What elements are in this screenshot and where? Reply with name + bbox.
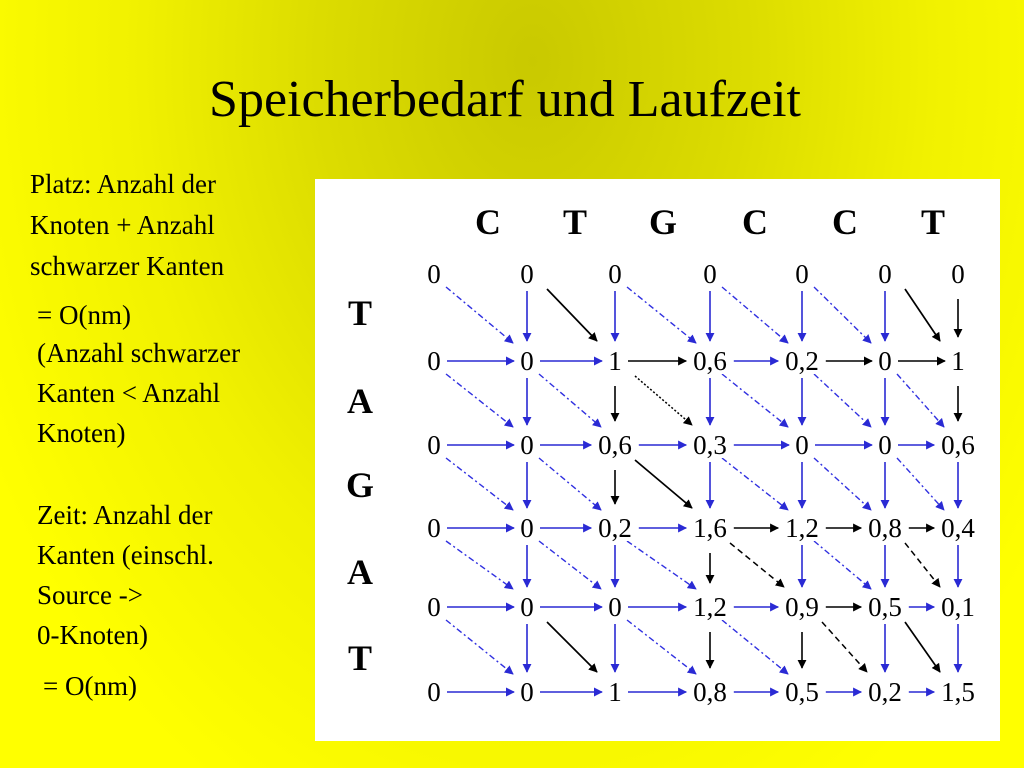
text-line-11: 0-Knoten) [37,620,148,650]
node-value: 0,8 [868,513,902,543]
node-value: 0 [608,259,622,289]
column-letter: C [832,202,858,242]
text-line-2: Knoten + Anzahl [30,210,215,240]
node-value: 0,2 [868,677,902,707]
mismatch-edge-diagonal [446,620,513,674]
mismatch-edge-diagonal [627,287,696,343]
mismatch-edge-diagonal [446,374,513,427]
mismatch-edge-diagonal [814,374,871,427]
text-line-12: = O(nm) [43,671,137,701]
node-value: 0,9 [785,592,819,622]
node-value: 1,2 [693,592,727,622]
match-edge-diagonal [547,622,597,672]
slide-title: Speicherbedarf und Laufzeit [209,71,801,128]
text-line-4: = O(nm) [37,300,131,330]
row-letter: A [347,552,373,592]
alignment-graph-panel [315,179,1000,741]
text-line-6: Kanten < Anzahl [37,378,221,408]
mismatch-edge-diagonal [814,287,871,343]
mismatch-edge-diagonal [814,541,871,589]
row-letter: T [347,638,373,678]
mismatch-edge-diagonal [627,620,696,674]
text-line-7: Knoten) [37,418,126,448]
node-value: 0 [427,677,441,707]
mismatch-edge-diagonal [722,458,788,510]
match-edge-diagonal [905,289,940,341]
node-value: 0,2 [785,346,819,376]
node-value: 0 [520,259,534,289]
node-value: 0 [795,259,809,289]
node-value: 0,1 [941,592,975,622]
node-value: 1 [608,346,622,376]
node-value: 0 [427,592,441,622]
node-value: 0,8 [693,677,727,707]
column-letter: C [742,202,768,242]
mismatch-edge-diagonal [539,374,601,427]
mismatch-edge-diagonal [814,458,871,510]
row-letter: A [347,381,373,421]
row-letter: T [347,293,373,333]
node-value: 0 [427,430,441,460]
dashed-edge-diagonal [730,543,784,587]
node-value: 0,6 [941,430,975,460]
mismatch-edge-diagonal [446,458,513,510]
node-value: 1,2 [785,513,819,543]
mismatch-edge-diagonal [897,374,944,427]
mismatch-edge-diagonal [897,458,944,510]
mismatch-edge-diagonal [446,541,513,589]
text-line-1: Platz: Anzahl der [30,169,216,199]
mismatch-edge-diagonal [539,458,601,510]
node-value: 0,6 [693,346,727,376]
text-line-3: schwarzer Kanten [30,251,225,281]
node-value: 1 [951,346,965,376]
match-edge-diagonal [547,289,597,341]
node-value: 1 [608,677,622,707]
node-value: 1,5 [941,677,975,707]
node-value: 0 [427,513,441,543]
node-value: 0 [427,346,441,376]
node-value: 0 [878,346,892,376]
text-line-5: (Anzahl schwarzer [37,338,241,368]
dashed-edge-diagonal [905,543,940,587]
node-value: 0,2 [598,513,632,543]
text-line-9: Kanten (einschl. [37,540,214,570]
mismatch-edge-diagonal [446,287,513,343]
node-value: 0,4 [941,513,975,543]
node-value: 1,6 [693,513,727,543]
match-edge-diagonal [905,622,940,672]
mismatch-edge-diagonal [539,541,601,589]
node-value: 0 [520,677,534,707]
node-value: 0,3 [693,430,727,460]
column-letter: T [920,202,946,242]
mismatch-edge-diagonal [722,374,788,427]
mismatch-edge-diagonal [722,287,788,343]
node-value: 0 [951,259,965,289]
dashed-edge-diagonal [822,622,867,672]
node-value: 0 [520,430,534,460]
column-letter: C [475,202,501,242]
node-value: 0 [427,259,441,289]
node-value: 0,5 [868,592,902,622]
match-edge-diagonal [635,460,692,508]
node-value: 0 [795,430,809,460]
mismatch-edge-diagonal [627,541,696,589]
text-line-8: Zeit: Anzahl der [37,500,213,530]
node-value: 0,6 [598,430,632,460]
node-value: 0 [608,592,622,622]
row-letter: G [345,465,375,505]
node-value: 0 [520,592,534,622]
node-value: 0 [878,430,892,460]
column-letter: T [562,202,588,242]
mismatch-edge-diagonal [722,620,788,674]
column-letter: G [648,202,678,242]
alignment-graph [315,179,1000,741]
node-value: 0,5 [785,677,819,707]
dotted-edge-diagonal [635,376,692,425]
node-value: 0 [878,259,892,289]
node-value: 0 [520,513,534,543]
text-line-10: Source -> [37,580,143,610]
node-value: 0 [520,346,534,376]
node-value: 0 [703,259,717,289]
